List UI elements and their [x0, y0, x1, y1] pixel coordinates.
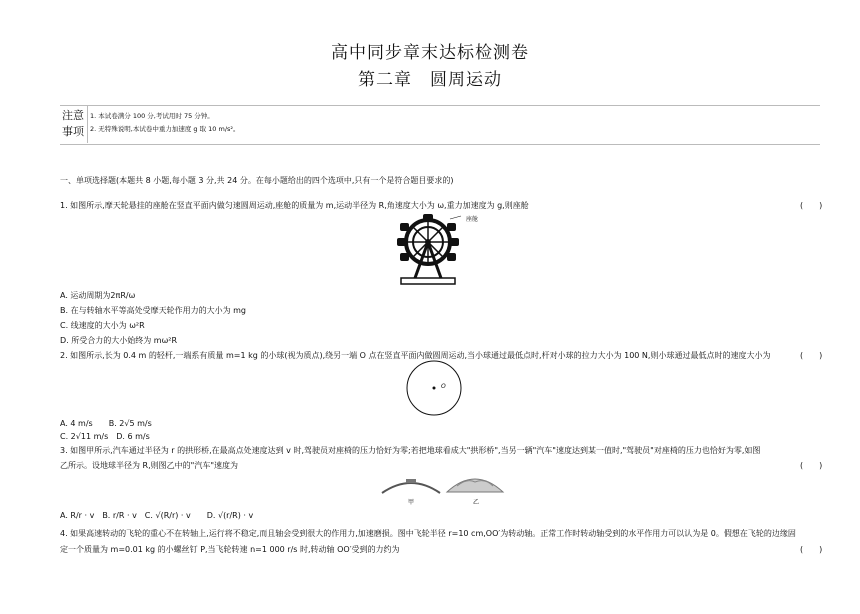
notes-label-line1: 注意 [62, 109, 84, 122]
q2-answer-paren: ( ) [800, 351, 823, 360]
rod-circle-figure [404, 358, 464, 418]
q4-stem-line1: 4. 如果高速转动的飞轮的重心不在转轴上,运行将不稳定,而且轴会受到很大的作用力,加速磨损。图中飞轮半径 r=10 cm,OO′为转动轴。正常工作时转动轴受到的水平作用力可以认为是 0。假想在飞轮的边缘固 [60, 529, 796, 538]
section-heading: 一、单项选择题(本题共 8 小题,每小题 3 分,共 24 分。在每小题给出的四个选项中,只有一个是符合题目要求的) [60, 176, 454, 185]
chapter-title: 第二章 圆周运动 [358, 70, 502, 90]
arch-bridge-figure [380, 475, 442, 495]
q4-stem-line2: 定一个质量为 m=0.01 kg 的小螺丝钉 P,当飞轮转速 n=1 000 r/s 时,转动轴 OO′受到的力约为 [60, 545, 400, 554]
q1-option-c: C. 线速度的大小为 ω²R [60, 321, 145, 330]
notes-label-line2: 事项 [62, 125, 84, 138]
q1-figure-label: 座舱 [466, 216, 479, 223]
notes-label [62, 108, 84, 140]
q3-stem-line1: 3. 如图甲所示,汽车通过半径为 r 的拱形桥,在最高点处速度达到 v 时,驾驶员对座椅的压力恰好为零;若把地球看成大"拱形桥",当另一辆"汽车"速度达到某一值时,"驾驶员"对座椅的压力也恰好为零,如图 [60, 446, 761, 455]
q4-answer-paren: ( ) [800, 545, 823, 554]
q3-options: A. R/r · v B. r/R · v C. √(R/r) · v D. √(r/R) · v [60, 511, 254, 520]
note-item-2: 2. 无特殊说明,本试卷中重力加速度 g 取 10 m/s²。 [90, 125, 240, 133]
q1-option-a: A. 运动周期为2πR/ω [60, 291, 136, 300]
ferris-wheel-figure [395, 212, 465, 287]
q3-stem-line2: 乙所示。设地球半径为 R,则图乙中的"汽车"速度为 [60, 461, 239, 470]
page-title: 高中同步章末达标检测卷 [331, 43, 529, 63]
q1-option-d: D. 所受合力的大小始终为 mω²R [60, 336, 178, 345]
earth-arch-figure [445, 470, 505, 494]
q1-stem: 1. 如图所示,摩天轮悬挂的座舱在竖直平面内做匀速圆周运动,座舱的质量为 m,运动半径为 R,角速度大小为 ω,重力加速度为 g,则座舱 [60, 201, 529, 210]
note-item-1: 1. 本试卷满分 100 分,考试用时 75 分钟。 [90, 112, 214, 120]
q2-options-row2: C. 2√11 m/s D. 6 m/s [60, 432, 150, 441]
q2-figure-label: O [441, 383, 446, 390]
q2-stem: 2. 如图所示,长为 0.4 m 的轻杆,一端系有质量 m=1 kg 的小球(视为质点),绕另一端 O 点在竖直平面内做圆周运动,当小球通过最低点时,杆对小球的拉力大小为 100 N,则小球通过最低点时的速度大小为 [60, 351, 771, 360]
q3-answer-paren: ( ) [800, 461, 823, 470]
q1-option-b: B. 在与转轴水平等高处受摩天轮作用力的大小为 mg [60, 306, 246, 315]
q1-answer-paren: ( ) [800, 201, 823, 210]
notes-divider [87, 105, 88, 143]
q3-figure-label-a: 甲 [408, 499, 415, 506]
q2-options-row1: A. 4 m/s B. 2√5 m/s [60, 419, 152, 428]
q3-figure-label-b: 乙 [473, 499, 480, 506]
